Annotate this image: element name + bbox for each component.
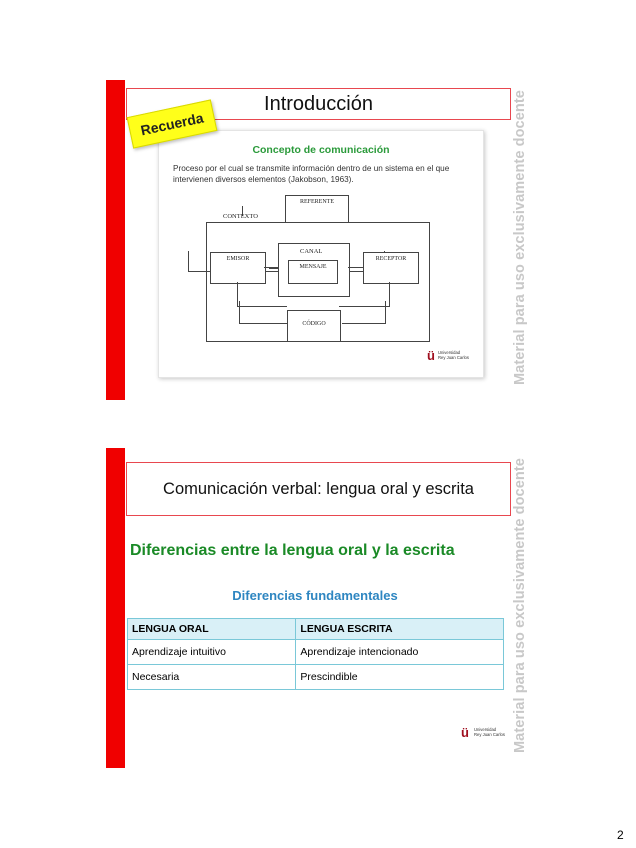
- logo-line2: Rey Juan Carlos: [474, 732, 505, 737]
- slide-title-box: [126, 462, 511, 516]
- table-row: [128, 665, 504, 690]
- canal-label: CANAL: [300, 248, 323, 255]
- slide-introduccion: [106, 80, 528, 400]
- receptor-box: RECEPTOR: [363, 252, 419, 284]
- referente-box: REFERENTE: [285, 195, 349, 223]
- concept-title: Concepto de comunicación: [252, 144, 390, 156]
- table-row: [128, 640, 504, 665]
- mensaje-box: MENSAJE: [288, 260, 338, 284]
- watermark-text: Material para uso exclusivamente docente: [512, 90, 528, 385]
- comparison-table: [127, 618, 504, 690]
- slide-subtitle: Diferencias entre la lengua oral y la escrita: [130, 542, 455, 559]
- emisor-box: EMISOR: [210, 252, 266, 284]
- logo-line2: Rey Juan Carlos: [438, 355, 469, 360]
- table-header-escrita: LENGUA ESCRITA: [296, 619, 504, 640]
- concept-text: Proceso por el cual se transmite información dentro de un sistema en el que intervienen diversos elementos (Jakobson, 1963).: [173, 164, 450, 184]
- table-cell: Aprendizaje intuitivo: [128, 640, 296, 665]
- table-cell: Necesaria: [128, 665, 296, 690]
- recuerda-label: Recuerda: [139, 109, 205, 139]
- contexto-label: CONTEXTO: [223, 213, 258, 220]
- table-header-oral: LENGUA ORAL: [128, 619, 296, 640]
- concept-panel: [158, 130, 484, 378]
- urjc-logo-icon: ü: [461, 725, 469, 740]
- table-cell: Aprendizaje intencionado: [296, 640, 504, 665]
- watermark-text: Material para uso exclusivamente docente: [512, 458, 528, 753]
- slide-red-bar: [106, 80, 125, 400]
- slide-title: Introducción: [264, 93, 373, 115]
- slide-comunicacion-verbal: [106, 448, 528, 768]
- slide-red-bar: [106, 448, 125, 768]
- logo-line1: Universidad: [474, 727, 497, 732]
- urjc-logo-icon: ü: [427, 348, 435, 363]
- section-heading: Diferencias fundamentales: [232, 588, 398, 603]
- table-header-row: [128, 619, 504, 640]
- codigo-box: CÓDIGO: [287, 310, 341, 342]
- logo-line1: Universidad: [438, 350, 461, 355]
- page-number: 2: [617, 828, 624, 842]
- slide-title: Comunicación verbal: lengua oral y escrita: [163, 480, 474, 498]
- table-cell: Prescindible: [296, 665, 504, 690]
